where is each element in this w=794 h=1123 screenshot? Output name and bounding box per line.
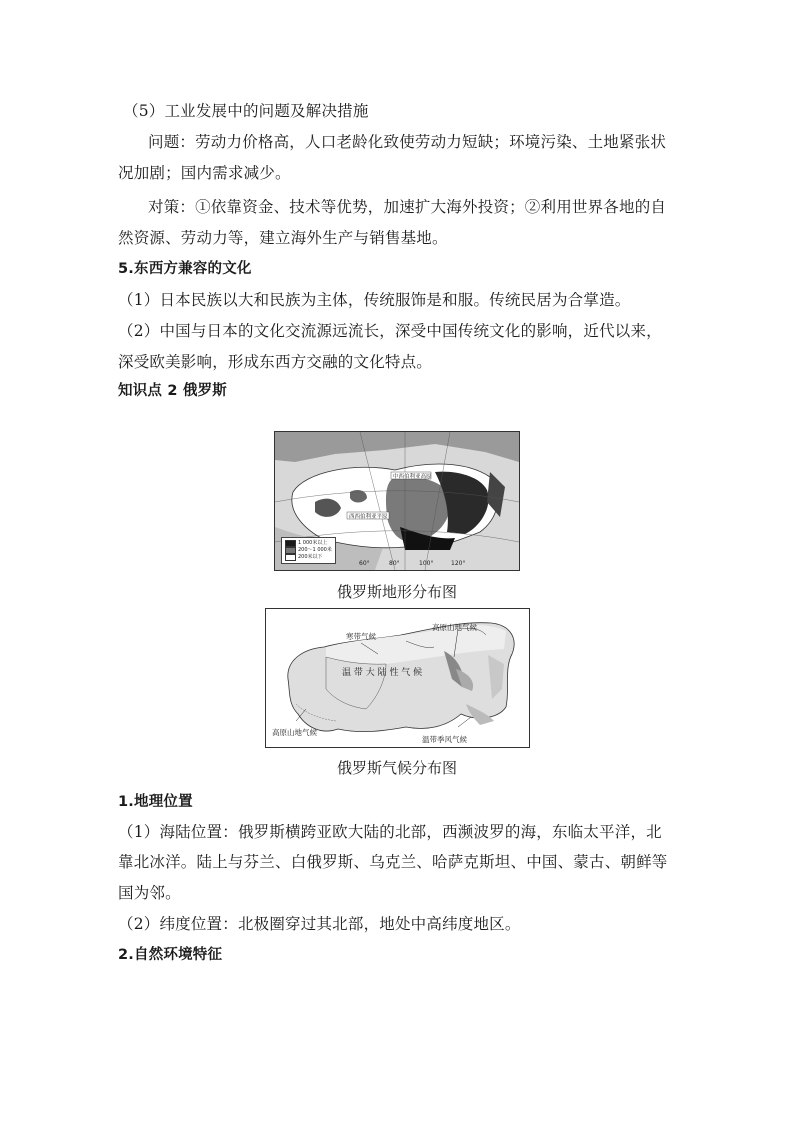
legend-label-mid: 200～1 000米 [298, 547, 332, 554]
section-heading-location: 1.地理位置 [118, 794, 193, 810]
location-text-1-line-3: 国为邻。 [118, 884, 181, 902]
climate-map [265, 608, 530, 748]
section-heading-culture: 5.东西方兼容的文化 [118, 261, 252, 277]
subarctic-climate-label: 寒带气候 [346, 632, 376, 641]
lon-label-120: 120° [451, 560, 466, 567]
legend-row-low [285, 554, 332, 561]
location-text-1-line-2: 靠北冰洋。陆上与芬兰、白俄罗斯、乌克兰、哈萨克斯坦、中国、蒙古、朝鲜等 [118, 853, 668, 871]
location-text-1-line-1: （1）海陆位置：俄罗斯横跨亚欧大陆的北部，西濒波罗的海，东临太平洋，北 [118, 823, 662, 841]
legend-swatch-high [285, 540, 296, 547]
plateau-label: 中西伯利亚高原 [393, 474, 432, 480]
terrain-map-caption: 俄罗斯地形分布图 [336, 583, 457, 601]
legend-row-high [285, 540, 332, 547]
subsection-heading: （5）工业发展中的问题及解决措施 [123, 102, 369, 120]
problem-text-line-1: 问题：劳动力价格高，人口老龄化致使劳动力短缺；环境污染、土地紧张状 [148, 133, 667, 151]
temperate-continental-label: 温 带 大 陆 性 气 候 [342, 668, 423, 678]
plain-label: 西西伯利亚平原 [349, 514, 388, 520]
legend-swatch-mid [285, 547, 296, 554]
measure-text-line-2: 然资源、劳动力等，建立海外生产与销售基地。 [118, 229, 448, 247]
problem-text-line-2: 况加剧；国内需求减少。 [118, 164, 291, 182]
location-text-2: （2）纬度位置：北极圈穿过其北部，地处中高纬度地区。 [118, 915, 521, 933]
lon-label-100: 100° [419, 560, 434, 567]
lon-label-60: 60° [359, 560, 370, 567]
monsoon-climate-label: 温带季风气候 [422, 735, 467, 744]
legend-row-mid [285, 547, 332, 554]
lon-label-80: 80° [389, 560, 400, 567]
highland-climate-sw-label: 高原山地气候 [272, 728, 317, 737]
highland-climate-ne-label: 高原山地气候 [432, 623, 477, 632]
terrain-map [274, 431, 520, 571]
legend-label-low: 200米以下 [298, 554, 323, 561]
culture-text-2-line-2: 深受欧美影响，形成东西方交融的文化特点。 [118, 353, 433, 371]
measure-text-line-1: 对策：①依靠资金、技术等优势，加速扩大海外投资；②利用世界各地的自 [148, 198, 667, 216]
legend-label-high: 1 000米以上 [298, 540, 328, 547]
climate-map-caption: 俄罗斯气候分布图 [336, 759, 457, 777]
legend-swatch-low [285, 554, 296, 561]
culture-text-2-line-1: （2）中国与日本的文化交流源远流长，深受中国传统文化的影响，近代以来， [118, 322, 662, 340]
knowledge-point-heading: 知识点 2 俄罗斯 [118, 383, 227, 399]
terrain-legend [281, 537, 336, 564]
culture-text-1: （1）日本民族以大和民族为主体，传统服饰是和服。传统民居为合掌造。 [118, 291, 631, 309]
section-heading-environment: 2.自然环境特征 [118, 947, 223, 963]
